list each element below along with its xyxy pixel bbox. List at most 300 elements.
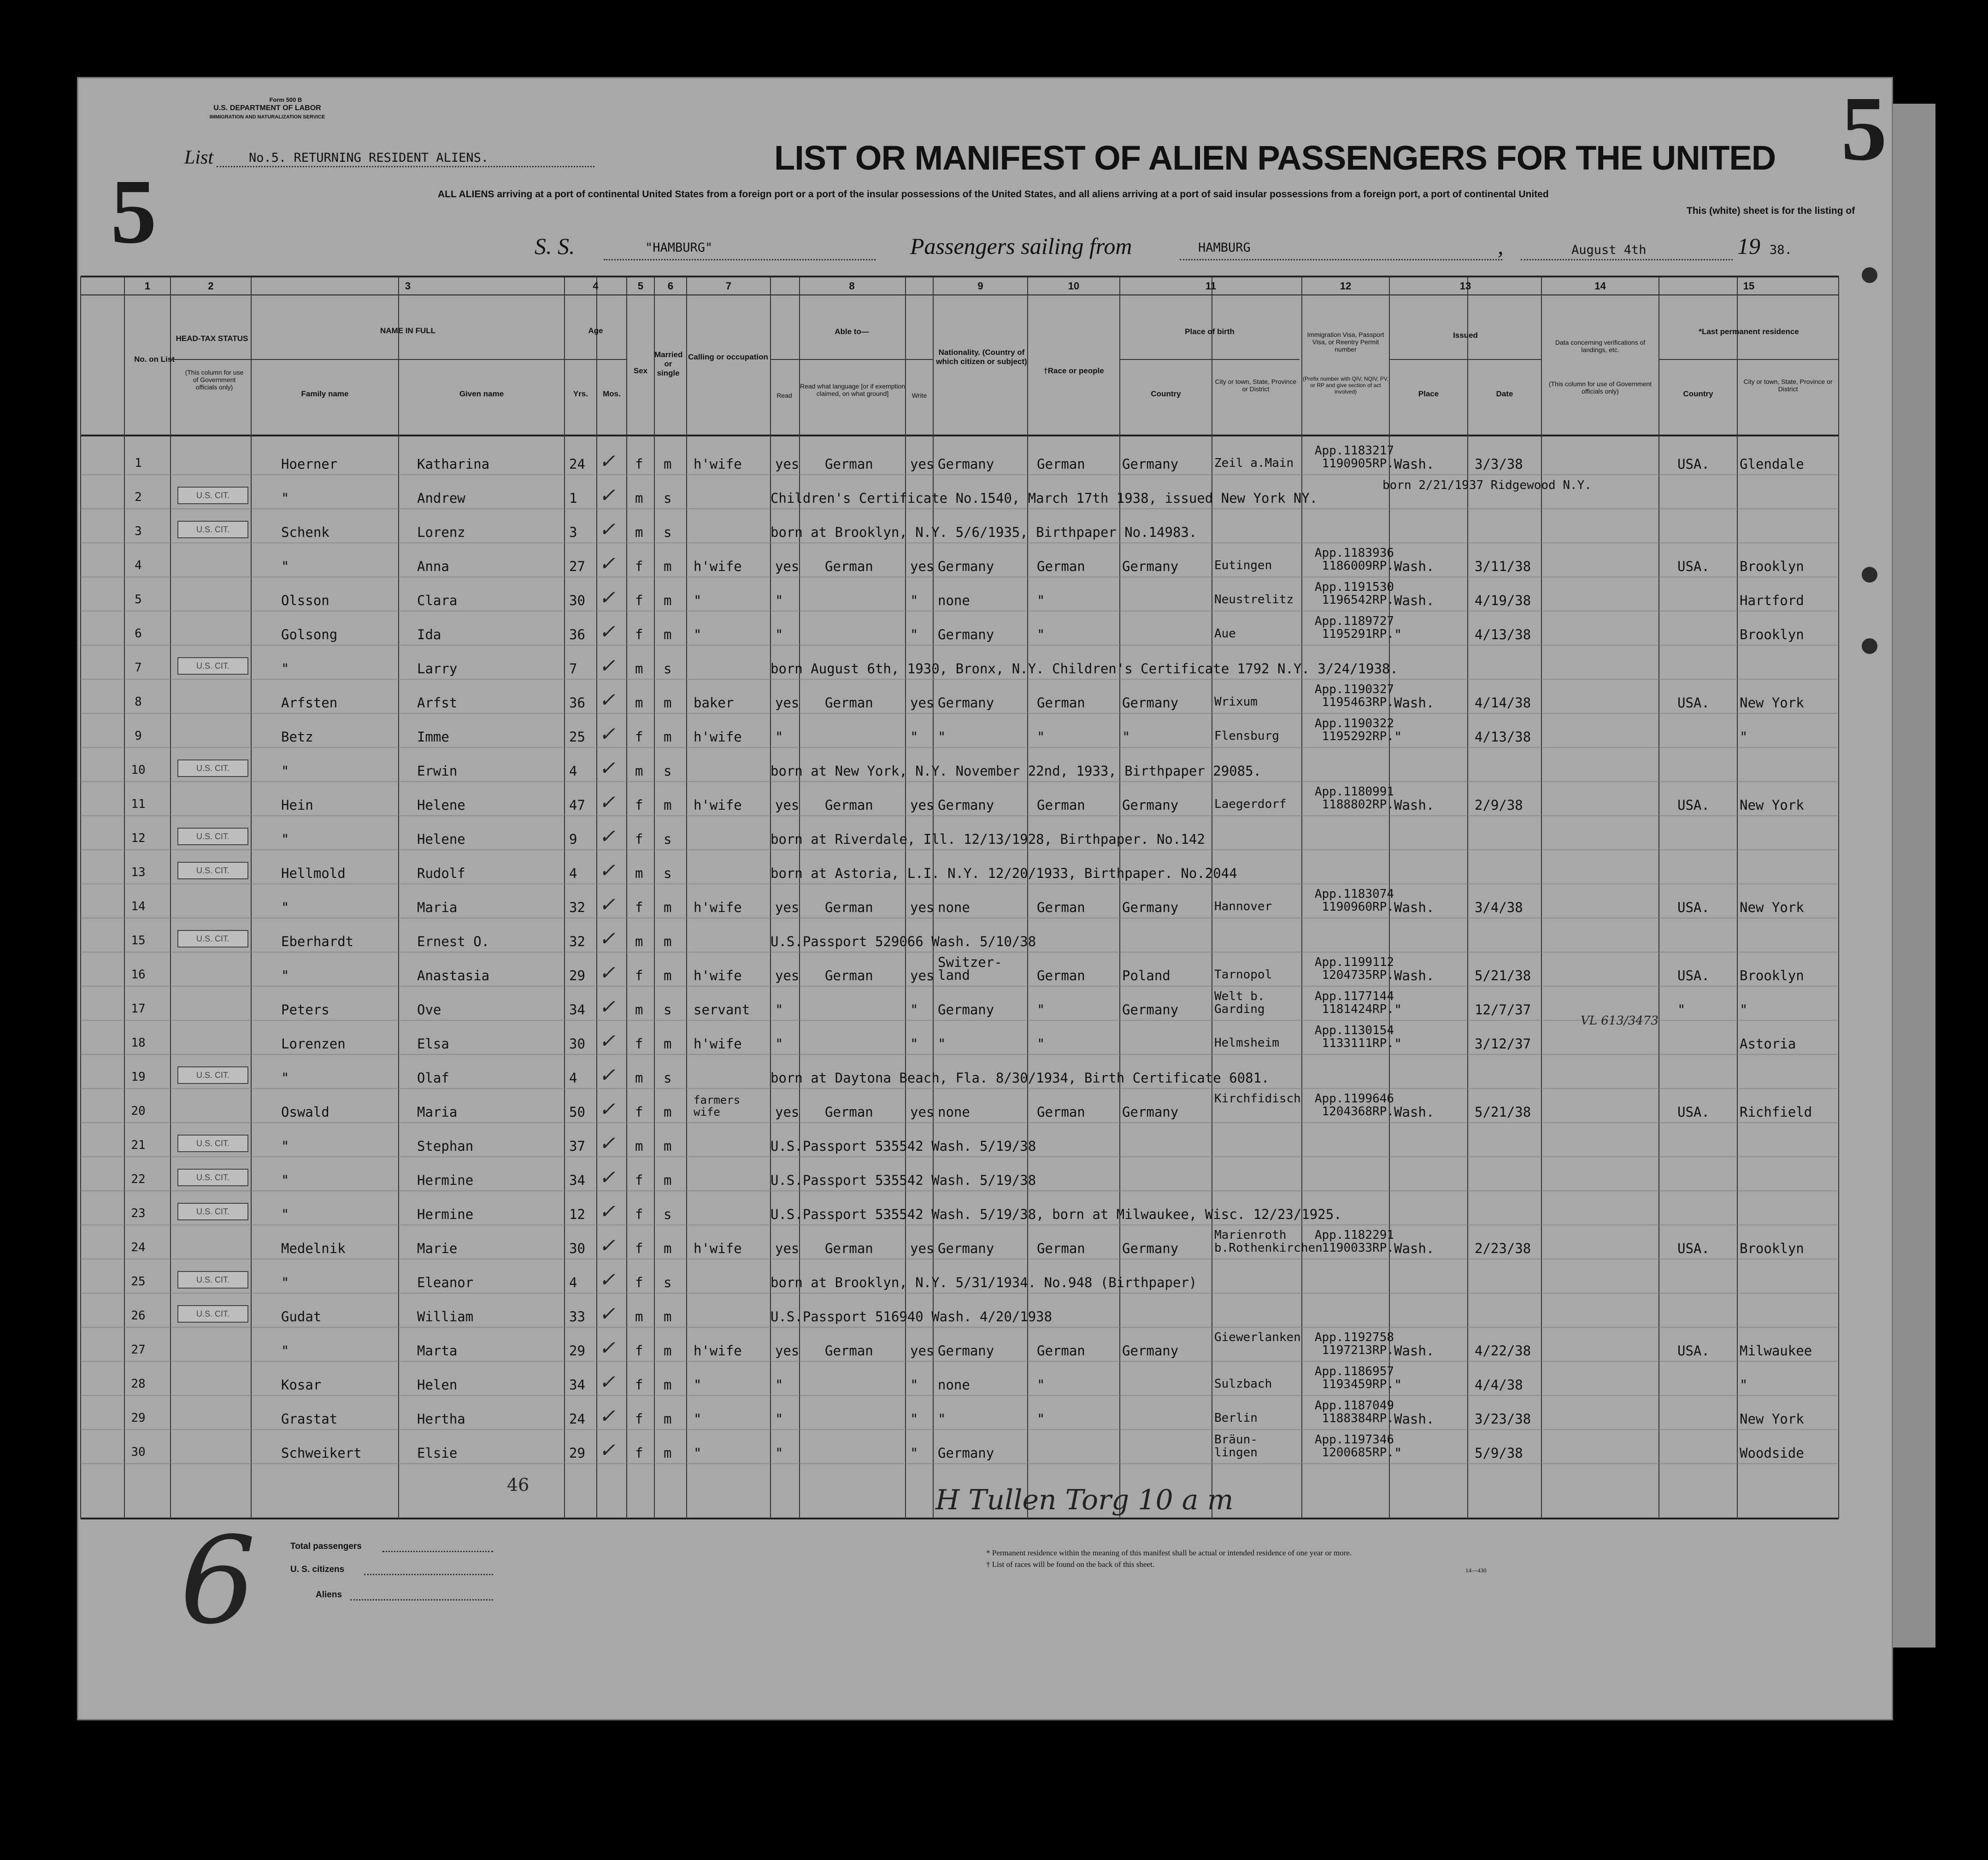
given-name: Clara	[417, 593, 458, 608]
header-place-of-birth: Place of birth	[1185, 327, 1235, 336]
sex: m	[635, 1138, 643, 1154]
read-language: German	[825, 559, 873, 574]
family-name: "	[281, 661, 289, 677]
marital-status: m	[664, 1036, 672, 1052]
issued-date: 5/21/38	[1475, 1104, 1531, 1120]
issued-place: "	[1394, 1002, 1402, 1018]
residence-city: "	[1740, 1377, 1748, 1393]
marital-status: m	[664, 1445, 672, 1461]
age-years: 3	[569, 524, 577, 540]
calling: "	[694, 627, 702, 642]
age-check-icon: ✓	[599, 1132, 616, 1154]
residence-city: New York	[1740, 1411, 1804, 1427]
age-years: 7	[569, 661, 577, 677]
birth-country: Germany	[1122, 1002, 1179, 1018]
calling: "	[694, 1411, 702, 1427]
family-name: Olsson	[281, 593, 329, 608]
sex: f	[635, 1036, 643, 1052]
nationality: Germany	[938, 559, 994, 574]
issued-place: Wash.	[1394, 1411, 1435, 1427]
birth-country: Germany	[1122, 900, 1179, 915]
race: "	[1037, 1411, 1045, 1427]
issued-place: Wash.	[1394, 968, 1435, 983]
age-check-icon: ✓	[599, 620, 616, 643]
header-issued: Issued	[1453, 331, 1478, 340]
age-years: 50	[569, 1104, 585, 1120]
header-verif-note: (This column for use of Government officials only)	[1548, 380, 1652, 395]
sailing-label: Passengers sailing from	[910, 233, 1132, 259]
age-check-icon: ✓	[599, 1064, 616, 1086]
sex: f	[635, 1207, 643, 1222]
residence-city: Milwaukee	[1740, 1343, 1812, 1359]
can-write: "	[910, 1411, 918, 1427]
nationality: Germany	[938, 1002, 994, 1018]
residence-city: Hartford	[1740, 593, 1804, 608]
race: German	[1037, 1241, 1085, 1256]
header-able-to: Able to—	[835, 327, 869, 336]
birth-country: Germany	[1122, 456, 1179, 472]
list-label: List	[184, 147, 214, 168]
given-name: Olaf	[417, 1070, 449, 1086]
remark-text: U.S.Passport 535542 Wash. 5/19/38, born at Milwaukee, Wisc. 12/23/1925.	[770, 1207, 1342, 1222]
header-race: †Race or people	[1043, 366, 1104, 375]
residence-country: USA.	[1677, 456, 1710, 472]
header-sex: Sex	[633, 366, 648, 375]
age-check-icon: ✓	[599, 757, 616, 779]
sex: m	[635, 1309, 643, 1324]
age-years: 32	[569, 934, 585, 949]
family-name: Grastat	[281, 1411, 338, 1427]
us-citizen-stamp: U.S. CIT.	[177, 828, 248, 845]
marital-status: m	[664, 1411, 672, 1427]
row-number: 24	[131, 1241, 146, 1254]
age-check-icon: ✓	[599, 1098, 616, 1120]
row-number: 4	[135, 559, 142, 572]
nationality: none	[938, 1104, 970, 1120]
footer-total-passengers: Total passengers	[290, 1542, 362, 1551]
residence-city: New York	[1740, 695, 1804, 711]
given-name: Hermine	[417, 1207, 474, 1222]
can-write: yes	[910, 559, 935, 574]
issued-date: 3/3/38	[1475, 456, 1523, 472]
can-read: "	[775, 1002, 783, 1018]
marital-status: s	[664, 763, 672, 779]
marital-status: m	[664, 729, 672, 745]
residence-country: USA.	[1677, 559, 1710, 574]
row-number: 18	[131, 1036, 146, 1050]
handwritten-verif-17: VL 613/3473	[1581, 1014, 1659, 1028]
ship-name: "HAMBURG"	[645, 241, 713, 255]
marital-status: m	[664, 1172, 672, 1188]
age-check-icon: ✓	[599, 893, 616, 916]
family-name: Schenk	[281, 524, 329, 540]
can-write: yes	[910, 900, 935, 915]
header-visa-note: (Prefix number with QIV, NQIV, PV, or RP and give section of act involved)	[1302, 376, 1389, 395]
birth-country: Germany	[1122, 1241, 1179, 1256]
given-name: Lorenz	[417, 524, 465, 540]
family-name: "	[281, 968, 289, 983]
family-name: Lorenzen	[281, 1036, 346, 1052]
age-check-icon: ✓	[599, 1302, 616, 1325]
age-check-icon: ✓	[599, 1268, 616, 1291]
can-write: "	[910, 729, 918, 745]
sex: f	[635, 456, 643, 472]
header-read-language: Read what language [or if exemption claimed, on what ground]	[800, 383, 906, 397]
age-years: 33	[569, 1309, 585, 1324]
age-years: 1	[569, 490, 577, 506]
given-name: Anna	[417, 559, 449, 574]
column-number: 5	[637, 280, 644, 292]
header-head-tax: HEAD-TAX STATUS	[176, 334, 248, 343]
column-number: 13	[1459, 280, 1471, 292]
race: German	[1037, 1343, 1085, 1359]
header-res-country: Country	[1683, 389, 1713, 398]
marital-status: s	[664, 661, 672, 677]
marital-status: m	[664, 627, 672, 642]
family-name: Arfsten	[281, 695, 338, 711]
sheet-number-right: 5	[1841, 78, 1887, 180]
header-read: Read	[776, 392, 792, 399]
marital-status: s	[664, 1275, 672, 1290]
us-citizen-stamp: U.S. CIT.	[177, 1305, 248, 1323]
issued-place: Wash.	[1394, 797, 1435, 813]
can-read: yes	[775, 695, 800, 711]
row-number: 7	[135, 661, 142, 675]
race: German	[1037, 900, 1085, 915]
visa-number: App.1191530 1196542RP.	[1314, 580, 1394, 607]
issued-place: "	[1394, 729, 1402, 745]
can-write: yes	[910, 797, 935, 813]
calling: "	[694, 1445, 702, 1461]
family-name: "	[281, 1138, 289, 1154]
family-name: Hoerner	[281, 456, 338, 472]
calling: farmers wife	[694, 1094, 741, 1118]
age-check-icon: ✓	[599, 995, 616, 1018]
age-years: 29	[569, 968, 585, 983]
given-name: Arfst	[417, 695, 458, 711]
marital-status: s	[664, 524, 672, 540]
age-years: 29	[569, 1445, 585, 1461]
birth-city: Aue	[1214, 627, 1236, 641]
birth-country: Germany	[1122, 797, 1179, 813]
read-language: German	[825, 456, 873, 472]
read-language: German	[825, 1241, 873, 1256]
handwritten-big-mark: 6	[180, 1512, 256, 1651]
can-read: yes	[775, 1104, 800, 1120]
issued-date: 3/12/37	[1475, 1036, 1531, 1052]
sex: m	[635, 661, 643, 677]
marital-status: m	[664, 934, 672, 949]
us-citizen-stamp: U.S. CIT.	[177, 487, 248, 504]
row-number: 9	[135, 729, 142, 743]
age-check-icon: ✓	[599, 689, 616, 711]
sex: f	[635, 1172, 643, 1188]
footer-us-citizens: U. S. citizens	[290, 1565, 345, 1574]
marital-status: s	[664, 865, 672, 881]
list-value: No.5. RETURNING RESIDENT ALIENS.	[249, 151, 489, 165]
ss-label: S. S.	[535, 233, 575, 259]
us-citizen-stamp: U.S. CIT.	[177, 1271, 248, 1289]
age-check-icon: ✓	[599, 1371, 616, 1393]
can-read: yes	[775, 797, 800, 813]
age-years: 12	[569, 1207, 585, 1222]
sex: f	[635, 593, 643, 608]
can-read: yes	[775, 900, 800, 915]
marital-status: m	[664, 1309, 672, 1324]
marital-status: m	[664, 1241, 672, 1256]
visa-number: App.1199112 1204735RP.	[1314, 955, 1394, 982]
column-number: 14	[1594, 280, 1606, 292]
birth-country: Germany	[1122, 559, 1179, 574]
age-check-icon: ✓	[599, 723, 616, 745]
issued-place: "	[1394, 1036, 1402, 1052]
sex: f	[635, 1343, 643, 1359]
marital-status: s	[664, 1002, 672, 1018]
race: "	[1037, 627, 1045, 642]
calling: "	[694, 1377, 702, 1393]
remark-text: born at Astoria, L.I. N.Y. 12/20/1933, Birthpaper. No.2044	[770, 865, 1237, 881]
row-number: 15	[131, 934, 146, 948]
given-name: Hertha	[417, 1411, 465, 1427]
given-name: Rudolf	[417, 865, 465, 881]
family-name: Kosar	[281, 1377, 322, 1393]
birth-city: Berlin	[1214, 1411, 1258, 1425]
residence-city: Richfield	[1740, 1104, 1812, 1120]
sex: f	[635, 559, 643, 574]
given-name: Stephan	[417, 1138, 474, 1154]
can-read: yes	[775, 456, 800, 472]
age-years: 25	[569, 729, 585, 745]
given-name: Andrew	[417, 490, 465, 506]
calling: h'wife	[694, 559, 742, 574]
residence-country: USA.	[1677, 1104, 1710, 1120]
residence-city: Woodside	[1740, 1445, 1804, 1461]
can-read: yes	[775, 1241, 800, 1256]
can-write: yes	[910, 968, 935, 983]
age-check-icon: ✓	[599, 1405, 616, 1427]
race: German	[1037, 695, 1085, 711]
residence-city: "	[1740, 1002, 1748, 1018]
family-name: Gudat	[281, 1309, 322, 1324]
handwritten-count: 46	[507, 1475, 529, 1495]
nationality: Germany	[938, 627, 994, 642]
issued-place: Wash.	[1394, 1343, 1435, 1359]
calling: h'wife	[694, 456, 742, 472]
age-check-icon: ✓	[599, 654, 616, 677]
sex: m	[635, 695, 643, 711]
issued-date: 5/9/38	[1475, 1445, 1523, 1461]
family-name: "	[281, 490, 289, 506]
nationality: Switzer- land	[938, 954, 1002, 983]
birth-city: Welt b. Garding	[1214, 989, 1265, 1016]
row-number: 16	[131, 968, 146, 982]
row-number: 29	[131, 1411, 146, 1425]
row-number: 8	[135, 695, 142, 709]
can-read: "	[775, 1377, 783, 1393]
family-name: "	[281, 900, 289, 915]
age-years: 29	[569, 1343, 585, 1359]
given-name: Erwin	[417, 763, 458, 779]
visa-number: App.1182291 1190033RP.	[1314, 1228, 1394, 1255]
sex: f	[635, 1104, 643, 1120]
marital-status: s	[664, 1207, 672, 1222]
column-number: 7	[725, 280, 732, 292]
row-number: 30	[131, 1445, 146, 1459]
header-nationality: Nationality. (Country of which citizen or subject)	[936, 348, 1027, 366]
residence-country: USA.	[1677, 797, 1710, 813]
visa-number: App.1190327 1195463RP.	[1314, 683, 1394, 709]
visa-number: App.1199646 1204368RP.	[1314, 1092, 1394, 1118]
column-number: 2	[208, 280, 214, 292]
age-years: 30	[569, 1036, 585, 1052]
remark-text: U.S.Passport 535542 Wash. 5/19/38	[770, 1138, 1036, 1154]
family-name: Eberhardt	[281, 934, 354, 949]
remark-text: born August 6th, 1930, Bronx, N.Y. Children's Certificate 1792 N.Y. 3/24/1938.	[770, 661, 1398, 677]
family-name: Medelnik	[281, 1241, 346, 1256]
family-name: Oswald	[281, 1104, 329, 1120]
marital-status: m	[664, 797, 672, 813]
marital-status: m	[664, 695, 672, 711]
given-name: Maria	[417, 900, 458, 915]
column-number: 3	[405, 280, 411, 292]
race: "	[1037, 729, 1045, 745]
read-language: German	[825, 695, 873, 711]
remark-text: U.S.Passport 516940 Wash. 4/20/1938	[770, 1309, 1053, 1324]
nationality: Germany	[938, 797, 994, 813]
sex: m	[635, 490, 643, 506]
can-read: "	[775, 1411, 783, 1427]
marital-status: s	[664, 831, 672, 847]
column-number: 6	[667, 280, 674, 292]
birth-country: Germany	[1122, 1343, 1179, 1359]
issued-date: 4/4/38	[1475, 1377, 1523, 1393]
sex: m	[635, 1002, 643, 1018]
calling: h'wife	[694, 900, 742, 915]
race: "	[1037, 1002, 1045, 1018]
issued-date: 5/21/38	[1475, 968, 1531, 983]
can-write: yes	[910, 1241, 935, 1256]
us-citizen-stamp: U.S. CIT.	[177, 930, 248, 948]
residence-country: USA.	[1677, 900, 1710, 915]
column-number: 4	[593, 280, 599, 292]
issued-date: 12/7/37	[1475, 1002, 1531, 1018]
row-number: 17	[131, 1002, 146, 1016]
age-years: 47	[569, 797, 585, 813]
sex: f	[635, 1275, 643, 1290]
given-name: Imme	[417, 729, 449, 745]
residence-city: Astoria	[1740, 1036, 1796, 1052]
row-number: 25	[131, 1275, 146, 1289]
header-last-res: *Last permanent residence	[1699, 327, 1799, 336]
header-calling: Calling or occupation	[688, 353, 768, 361]
row-number: 13	[131, 865, 146, 879]
can-write: yes	[910, 1343, 935, 1359]
remark-text: born at Brooklyn, N.Y. 5/6/1935, Birthpaper No.14983.	[770, 524, 1197, 540]
marital-status: m	[664, 559, 672, 574]
race: German	[1037, 968, 1085, 983]
residence-city: "	[1740, 729, 1748, 745]
birth-city: Zeil a.Main	[1214, 456, 1294, 470]
family-name: Peters	[281, 1002, 329, 1018]
family-name: Schweikert	[281, 1445, 362, 1461]
sex: f	[635, 900, 643, 915]
can-read: "	[775, 1036, 783, 1052]
residence-city: Brooklyn	[1740, 1241, 1804, 1256]
birth-country: Poland	[1122, 968, 1170, 983]
issued-place: Wash.	[1394, 695, 1435, 711]
can-write: "	[910, 627, 918, 642]
row-number: 3	[135, 524, 142, 538]
row-number: 20	[131, 1104, 146, 1118]
family-name: "	[281, 1275, 289, 1290]
row-number: 11	[131, 797, 146, 811]
can-write: yes	[910, 695, 935, 711]
nationality: none	[938, 593, 970, 608]
calling: h'wife	[694, 797, 742, 813]
birth-country: Germany	[1122, 695, 1179, 711]
header-yrs: Yrs.	[573, 389, 588, 398]
nationality: none	[938, 1377, 970, 1393]
issued-date: 4/22/38	[1475, 1343, 1531, 1359]
given-name: Helen	[417, 1377, 458, 1393]
birth-city: Wrixum	[1214, 695, 1258, 709]
residence-country: USA.	[1677, 1343, 1710, 1359]
marital-status: m	[664, 456, 672, 472]
marital-status: m	[664, 968, 672, 983]
column-number: 10	[1068, 280, 1080, 292]
age-check-icon: ✓	[599, 791, 616, 813]
age-check-icon: ✓	[599, 1166, 616, 1189]
footer-form-code: 14—430	[1465, 1567, 1487, 1574]
nationality: Germany	[938, 1241, 994, 1256]
visa-number: App.1180991 1188802RP.	[1314, 785, 1394, 812]
family-name: "	[281, 1343, 289, 1359]
issued-date: 3/4/38	[1475, 900, 1523, 915]
age-years: 4	[569, 763, 577, 779]
age-check-icon: ✓	[599, 552, 616, 575]
age-years: 36	[569, 695, 585, 711]
sex: f	[635, 831, 643, 847]
age-check-icon: ✓	[599, 859, 616, 882]
us-citizen-stamp: U.S. CIT.	[177, 1066, 248, 1084]
row-number: 27	[131, 1343, 146, 1357]
year-suffix: 38.	[1770, 243, 1792, 257]
sex: m	[635, 524, 643, 540]
header-res-city: City or town, State, Province or District	[1743, 378, 1833, 393]
visa-number: App.1190322 1195292RP.	[1314, 717, 1394, 743]
race: German	[1037, 559, 1085, 574]
us-citizen-stamp: U.S. CIT.	[177, 1203, 248, 1220]
remark-text: born at Daytona Beach, Fla. 8/30/1934, Birth Certificate 6081.	[770, 1070, 1270, 1086]
given-name: Anastasia	[417, 968, 490, 983]
header-given-name: Given name	[459, 389, 504, 398]
age-check-icon: ✓	[599, 484, 616, 506]
birth-city: Bräun- lingen	[1214, 1433, 1258, 1460]
department-name: U.S. DEPARTMENT OF LABOR	[213, 104, 321, 112]
marital-status: m	[664, 593, 672, 608]
header-married: Married or single	[654, 350, 683, 377]
family-name: Golsong	[281, 627, 338, 642]
issued-date: 3/11/38	[1475, 559, 1531, 574]
handwritten-signature: H Tullen Torg 10 a m	[935, 1484, 1234, 1516]
birth-city: Sulzbach	[1214, 1377, 1272, 1391]
residence-city: Brooklyn	[1740, 627, 1804, 642]
residence-city: Brooklyn	[1740, 559, 1804, 574]
given-name: Eleanor	[417, 1275, 474, 1290]
header-head-tax-note: (This column for use of Government officials only)	[185, 369, 244, 391]
row-number: 6	[135, 627, 142, 641]
can-write: "	[910, 1377, 918, 1393]
